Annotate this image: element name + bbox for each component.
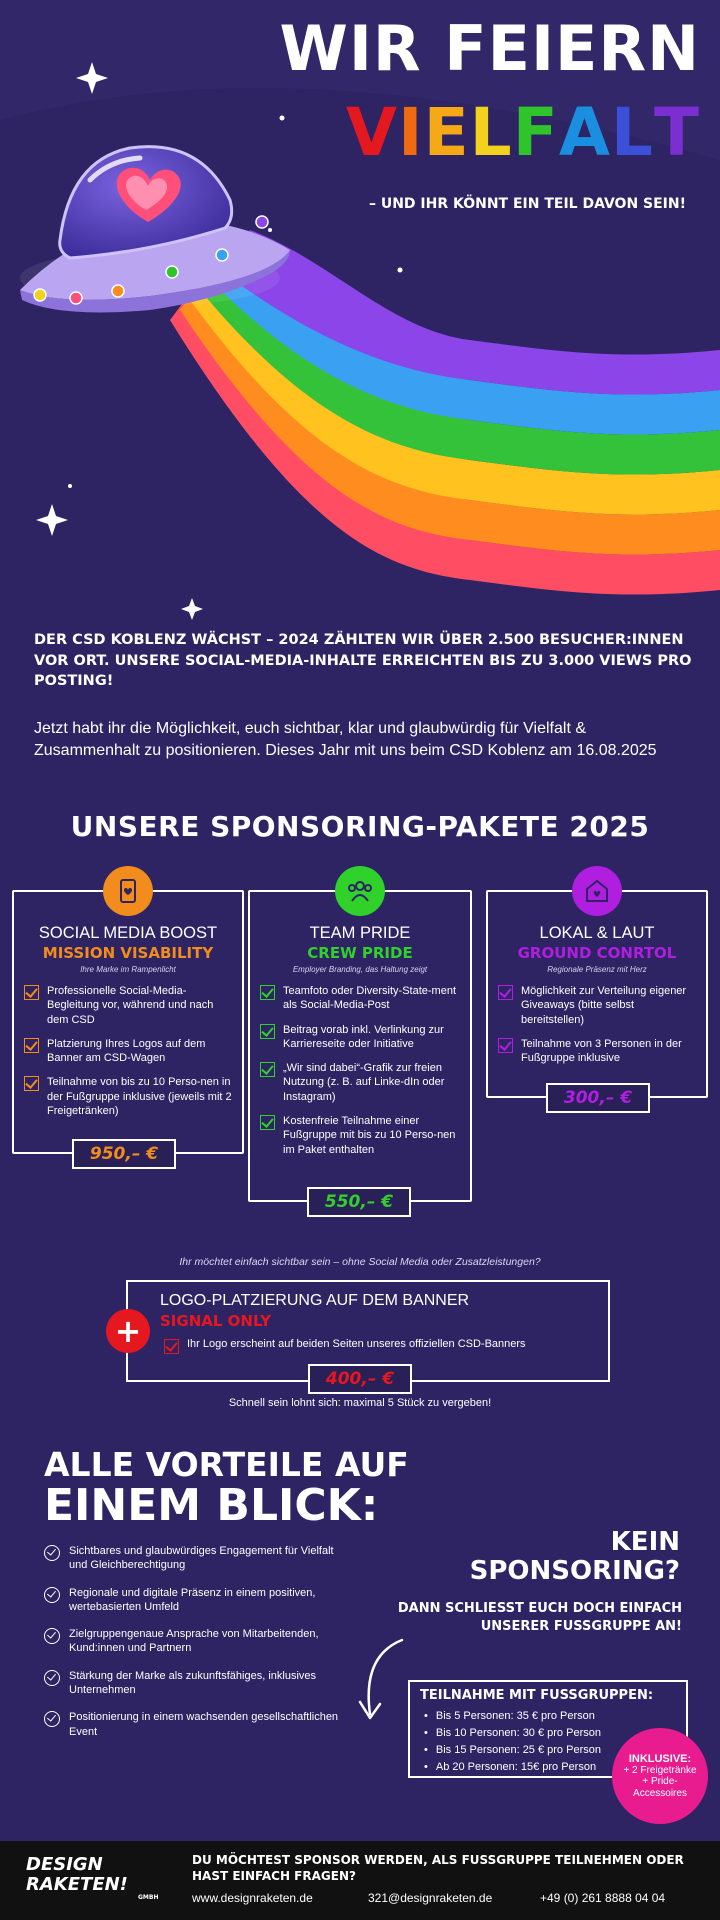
package-feature: Teilnahme von bis zu 10 Perso-nen in der Fußgruppe inklusive (jeweils mit 2 Freigetränken) <box>24 1075 234 1118</box>
title-letter: L <box>469 94 513 171</box>
scarcity-note: Schnell sein lohnt sich: maximal 5 Stück zu vergeben! <box>228 1397 492 1409</box>
designraketen-logo: DESIGN <box>26 1854 103 1875</box>
section-title-packages: UNSERE SPONSORING-PAKETE 2025 <box>70 810 650 843</box>
group-price-item: • Bis 15 Personen: 25 € pro Person <box>424 1742 601 1759</box>
package-feature: Teamfoto oder Diversity-State-ment als Social-Media-Post <box>260 984 462 1013</box>
check-icon <box>24 1038 39 1053</box>
benefit-item: Zielgruppengenaue Ansprache von Mitarbeitenden, Kund:innen und Partnern <box>44 1627 344 1656</box>
title-letter: I <box>398 94 424 171</box>
shop-icon <box>572 866 622 916</box>
benefits-heading-large: EINEM BLICK: <box>44 1480 379 1531</box>
package-team-pride <box>248 890 472 1202</box>
check-icon <box>24 985 39 1000</box>
package-price: 400,– € <box>308 1364 412 1394</box>
curved-arrow-icon <box>352 1636 412 1726</box>
no-sponsoring-heading: KEIN SPONSORING? <box>469 1527 680 1587</box>
package-price: 550,– € <box>307 1187 411 1217</box>
hero-title: WIR FEIERN <box>279 12 700 85</box>
benefits-heading: ALLE VORTEILE AUF <box>44 1445 409 1484</box>
package-lokal-laut <box>486 890 708 1098</box>
check-icon <box>260 1062 275 1077</box>
package-feature: Beitrag vorab inkl. Verlinkung zur Karriereseite oder Initiative <box>260 1023 462 1052</box>
package-feature: Kostenfreie Teilnahme einer Fußgruppe mit bis zu 10 Perso-nen im Paket enthalten <box>260 1114 462 1157</box>
phone-heart-icon <box>103 866 153 916</box>
group-price-item: • Ab 20 Personen: 15€ pro Person <box>424 1759 601 1776</box>
check-icon <box>24 1076 39 1091</box>
hero-title-rainbow <box>250 94 700 171</box>
package-feature: Platzierung Ihres Logos auf dem Banner am CSD-Wagen <box>24 1037 234 1066</box>
group-pricing-title: TEILNAHME MIT FUSSGRUPPEN: <box>420 1688 654 1703</box>
package-feature: Ihr Logo erscheint auf beiden Seiten unseres offiziellen CSD-Banners <box>164 1338 526 1354</box>
designraketen-logo-text: RAKETEN! <box>26 1874 128 1895</box>
package-subtitle: MISSION VISABILITY <box>42 944 214 962</box>
title-letter: T <box>653 94 700 171</box>
package-price: 300,– € <box>546 1083 650 1113</box>
benefit-item: Positionierung in einem wachsenden gesellschaftlichen Event <box>44 1710 344 1739</box>
package-subtitle: CREW PRIDE <box>307 944 413 962</box>
benefit-item: Sichtbares und glaubwürdiges Engagement für Vielfalt und Gleichberechtigung <box>44 1544 344 1573</box>
package-feature: Möglichkeit zur Verteilung eigener Giveaways (bitte selbst bereitstellen) <box>498 984 698 1027</box>
benefit-item: Regionale und digitale Präsenz in einem positiven, wertebasierten Umfeld <box>44 1586 344 1615</box>
title-letter: A <box>558 94 611 171</box>
group-price-item: • Bis 10 Personen: 30 € pro Person <box>424 1725 601 1742</box>
package-feature: Professionelle Social-Media-Begleitung vor, während und nach dem CSD <box>24 984 234 1027</box>
designraketen-logo-suffix: GMBH <box>138 1894 159 1901</box>
check-circle-icon <box>44 1587 60 1603</box>
check-circle-icon <box>44 1670 60 1686</box>
title-letter: V <box>345 94 398 171</box>
package-title: LOGO-PLATZIERUNG AUF DEM BANNER <box>160 1292 470 1309</box>
intro-highlight: DER CSD KOBLENZ WÄCHST – 2024 ZÄHLTEN WIR ÜBER 2.500 BESUCHER:INNEN VOR ORT. UNSERE SOCIAL-MEDIA-INHALTE ERREICHTEN BIS ZU 3.000 VIEWS PRO POSTING! <box>34 632 692 690</box>
group-price-item: • Bis 5 Personen: 35 € pro Person <box>424 1708 601 1725</box>
package-title: LOKAL & LAUT <box>539 924 655 942</box>
package-tagline: Ihre Marke im Rampenlicht <box>80 965 176 974</box>
phone-link[interactable]: +49 (0) 261 8888 04 04 <box>540 1891 666 1905</box>
footer-question: DU MÖCHTEST SPONSOR WERDEN, ALS FUSSGRUPPE TEILNEHMEN ODER HAST EINFACH FRAGEN? <box>192 1853 684 1884</box>
check-icon <box>164 1339 179 1354</box>
ufo-icon <box>20 147 290 313</box>
check-circle-icon <box>44 1711 60 1727</box>
package-title: SOCIAL MEDIA BOOST <box>38 924 218 942</box>
package-tagline: Regionale Präsenz mit Herz <box>547 965 647 974</box>
no-sponsoring-text: DANN SCHLIESST EUCH DOCH EINFACH UNSERER FUSSGRUPPE AN! <box>397 1601 682 1634</box>
package-tagline: Employer Branding, das Haltung zeigt <box>292 965 428 974</box>
benefits-list <box>44 1544 344 1752</box>
package-subtitle: GROUND CONRTOL <box>517 944 677 962</box>
hero-illustration <box>0 0 720 620</box>
check-icon <box>498 985 513 1000</box>
intro-text: Jetzt habt ihr die Möglichkeit, euch sichtbar, klar und glaubwürdig für Vielfalt & Zusammenhalt zu positionieren. Dieses Jahr mit uns beim CSD Koblenz am 16.08.2025 <box>34 720 657 760</box>
title-letter: F <box>512 94 559 171</box>
title-letter: L <box>610 94 654 171</box>
package-feature: „Wir sind dabei“-Grafik zur freien Nutzung (z. B. auf Linke-dIn oder Instagram) <box>260 1061 462 1104</box>
email-link[interactable]: 321@designraketen.de <box>368 1891 493 1905</box>
check-icon <box>260 1024 275 1039</box>
check-circle-icon <box>44 1545 60 1561</box>
hero-subtitle: – UND IHR KÖNNT EIN TEIL DAVON SEIN! <box>368 196 686 212</box>
package-social-media-boost <box>12 890 244 1154</box>
check-circle-icon <box>44 1628 60 1644</box>
website-link[interactable]: www.designraketen.de <box>192 1891 313 1905</box>
title-letter: E <box>423 94 470 171</box>
logo-only-question: Ihr möchtet einfach sichtbar sein – ohne Social Media oder Zusatzleistungen? <box>179 1256 541 1268</box>
package-subtitle: SIGNAL ONLY <box>160 1312 272 1330</box>
package-feature: Teilnahme von 3 Personen in der Fußgruppe inklusive <box>498 1037 698 1066</box>
benefit-item: Stärkung der Marke als zukunftsfähiges, inklusives Unternehmen <box>44 1669 344 1698</box>
plus-icon: + <box>106 1309 150 1353</box>
check-icon <box>260 1115 275 1130</box>
package-price: 950,– € <box>72 1139 176 1169</box>
check-icon <box>260 985 275 1000</box>
check-icon <box>498 1038 513 1053</box>
inclusive-bubble: INKLUSIVE: + 2 Freigetränke + Pride- Accessoires <box>612 1728 708 1824</box>
package-title: TEAM PRIDE <box>309 924 411 942</box>
team-icon <box>335 866 385 916</box>
